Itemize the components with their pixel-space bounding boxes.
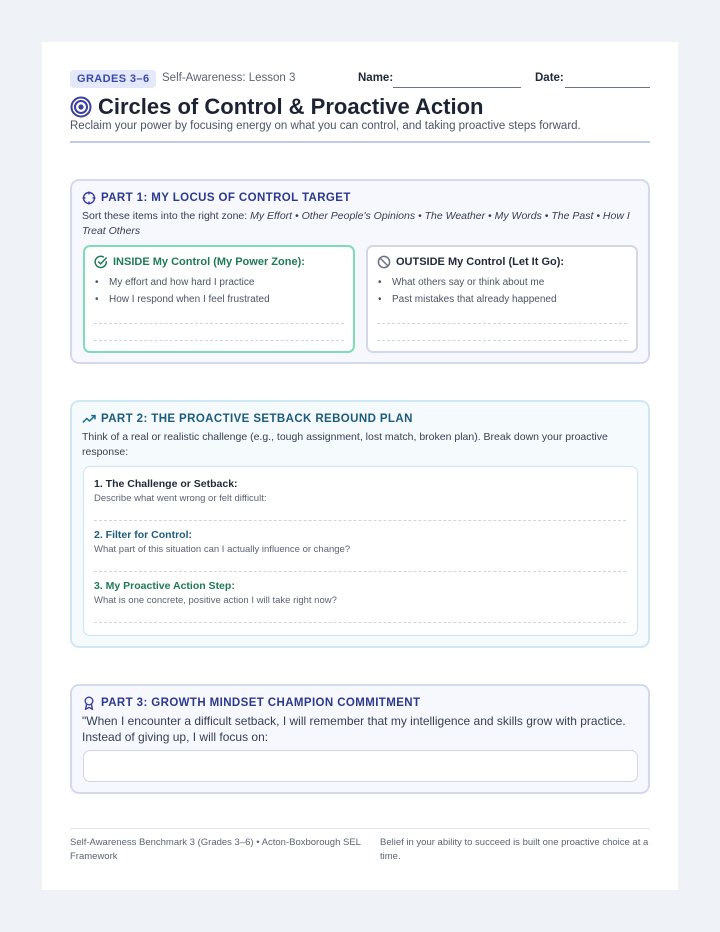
check-circle-icon bbox=[94, 255, 108, 269]
write-line[interactable] bbox=[94, 520, 626, 521]
step-title: 3. My Proactive Action Step: bbox=[94, 580, 235, 592]
write-line[interactable] bbox=[377, 323, 627, 324]
lesson-label: Self-Awareness: Lesson 3 bbox=[162, 72, 296, 84]
list-item: • My effort and how hard I practice bbox=[94, 274, 270, 291]
award-icon bbox=[82, 696, 96, 710]
commitment-input[interactable] bbox=[83, 750, 638, 782]
header-divider bbox=[70, 141, 650, 143]
list-item: • How I respond when I feel frustrated bbox=[94, 291, 270, 308]
grade-badge: GRADES 3–6 bbox=[70, 70, 156, 88]
step-title: 1. The Challenge or Setback: bbox=[94, 478, 238, 490]
trending-up-icon bbox=[82, 412, 96, 426]
page-title: Circles of Control & Proactive Action bbox=[98, 94, 484, 119]
write-line[interactable] bbox=[94, 340, 344, 341]
write-line[interactable] bbox=[377, 340, 627, 341]
outside-zone[interactable] bbox=[366, 245, 638, 353]
part1-instruction bbox=[82, 209, 637, 239]
page-subtitle: Reclaim your power by focusing energy on what you can control, and taking proactive steps forward. bbox=[70, 120, 581, 132]
list-item: • Past mistakes that already happened bbox=[377, 291, 557, 308]
worksheet-page bbox=[42, 42, 678, 890]
commitment-statement: "When I encounter a difficult setback, I will remember that my intelligence and skills grow with practice. Instead of giving up, I will focus on: bbox=[82, 714, 626, 744]
footer-quote: Belief in your ability to succeed is built one proactive choice at a time. bbox=[380, 837, 649, 862]
target-icon bbox=[70, 96, 92, 118]
part1-items-list: My Effort • Other People's Opinions • The Weather • My Words • The Past • How I Treat Others bbox=[82, 210, 630, 237]
plan-step-action bbox=[94, 580, 626, 606]
write-line[interactable] bbox=[94, 622, 626, 623]
write-line[interactable] bbox=[94, 323, 344, 324]
name-field[interactable] bbox=[393, 87, 521, 88]
write-line[interactable] bbox=[94, 571, 626, 572]
inside-zone[interactable] bbox=[83, 245, 355, 353]
outside-zone-heading-text: OUTSIDE My Control (Let It Go): bbox=[396, 256, 565, 268]
part2-section bbox=[70, 400, 650, 648]
date-label: Date: bbox=[535, 72, 564, 84]
step-prompt: Describe what went wrong or felt difficult: bbox=[94, 493, 267, 504]
rebound-plan-box bbox=[83, 466, 638, 636]
step-prompt: What is one concrete, positive action I will take right now? bbox=[94, 595, 337, 606]
part2-description: Think of a real or realistic challenge (e.g., tough assignment, lost match, broken plan). Break down your proactive response: bbox=[82, 431, 608, 458]
step-title: 2. Filter for Control: bbox=[94, 529, 192, 541]
part1-instruction-text: Sort these items into the right zone: bbox=[82, 210, 248, 222]
plan-step-filter bbox=[94, 529, 626, 555]
plan-step-challenge bbox=[94, 478, 626, 504]
footer-divider bbox=[70, 828, 650, 829]
part1-title-text: PART 1: MY LOCUS OF CONTROL TARGET bbox=[101, 192, 351, 204]
list-item: • What others say or think about me bbox=[377, 274, 557, 291]
crosshair-icon bbox=[82, 191, 96, 205]
step-prompt: What part of this situation can I actually influence or change? bbox=[94, 544, 351, 555]
inside-zone-heading-text: INSIDE My Control (My Power Zone): bbox=[113, 256, 305, 268]
inside-zone-list bbox=[94, 274, 270, 308]
date-field[interactable] bbox=[565, 87, 650, 88]
ban-icon bbox=[377, 255, 391, 269]
part2-title-text: PART 2: THE PROACTIVE SETBACK REBOUND PLAN bbox=[101, 413, 413, 425]
part3-section bbox=[70, 684, 650, 794]
name-label: Name: bbox=[358, 72, 394, 84]
header-row bbox=[70, 70, 650, 90]
part1-section bbox=[70, 179, 650, 364]
footer-benchmark: Self-Awareness Benchmark 3 (Grades 3–6) • Acton-Boxborough SEL Framework bbox=[70, 837, 361, 862]
part3-title-text: PART 3: GROWTH MINDSET CHAMPION COMMITMENT bbox=[101, 697, 421, 709]
outside-zone-list bbox=[377, 274, 557, 308]
